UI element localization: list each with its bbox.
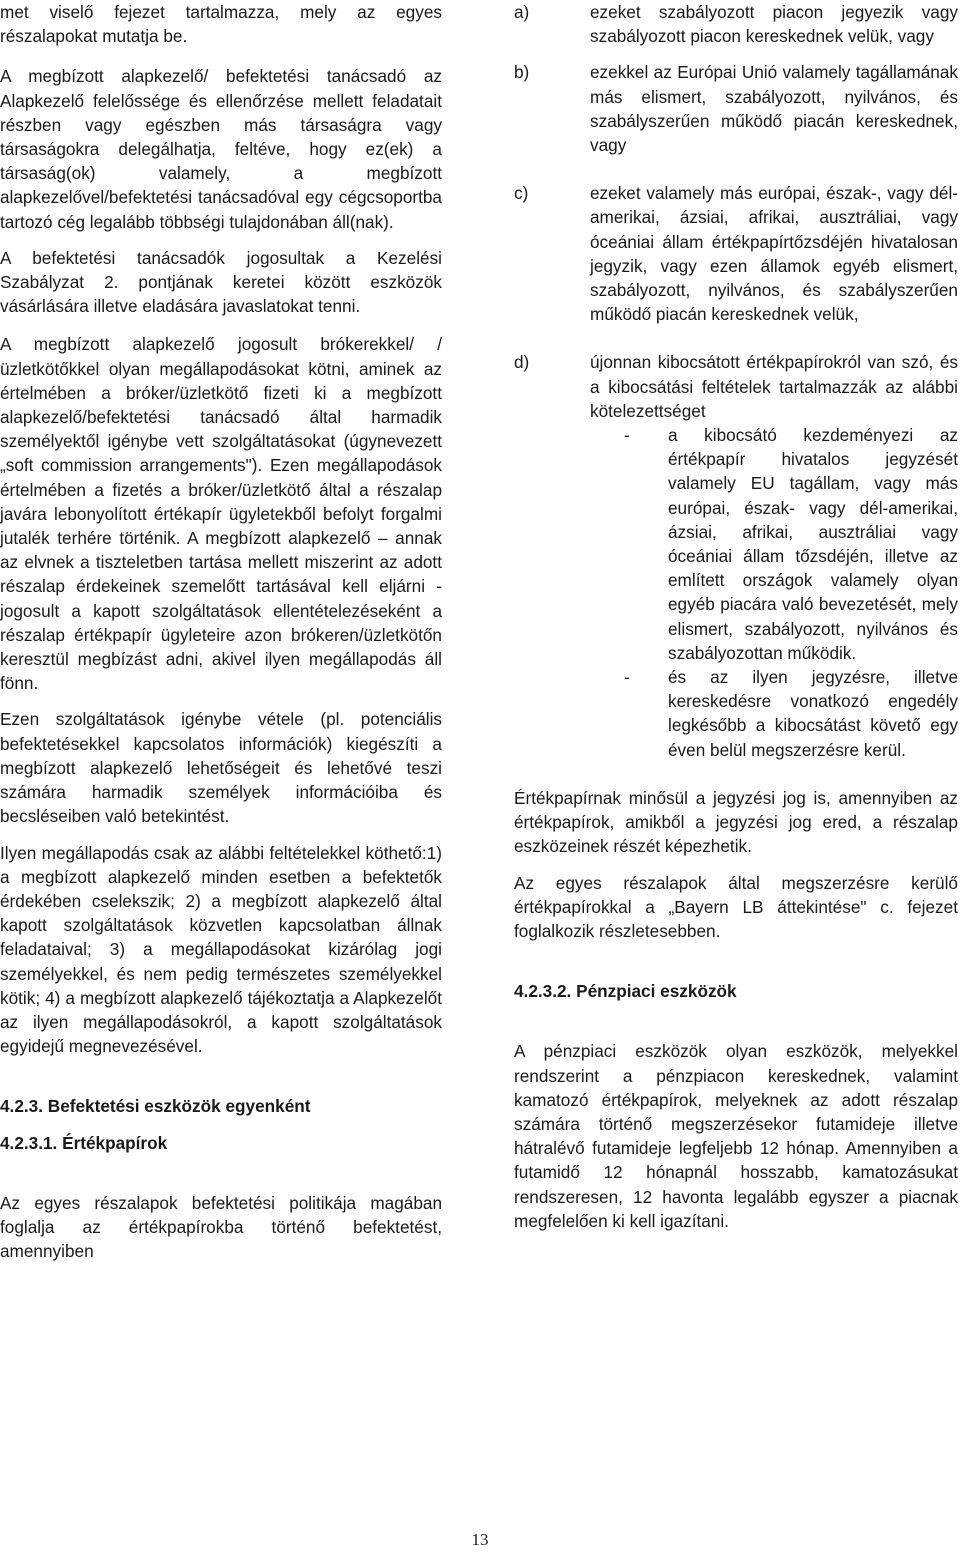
list-text: ezekkel az Európai Unió valamely tagállamának más elismert, szabályozott, nyilvános, és szabályszerűen működő piacán kereskednek, vagy xyxy=(590,62,958,156)
section-heading-money-market: 4.2.3.2. Pénzpiaci eszközök xyxy=(514,981,737,1002)
paragraph-subscription-rights: Értékpapírnak minősül a jegyzési jog is, amennyiben az értékpapírok, amikből a jegyzési jog ered, a részalap eszközeinek részét képezhetik. xyxy=(514,787,958,857)
paragraph-money-market: A pénzpiaci eszközök olyan eszközök, melyekkel rendszerint a pénzpiacon kereskednek, valamint kamatozó értékpapírok, melyeknek az adott részalap számára történő megszerzésekor futamideje illetve hátralévő futamideje legfeljebb 12 hónap. Amennyiben a futamidő 12 hónapnál hosszabb, kamatozásukat rendszeresen, 12 havonta legalább egyszer a piacnak megfelelően ki kell igazítani. xyxy=(514,1041,958,1231)
paragraph-conditions: Ilyen megállapodás csak az alábbi feltételekkel köthető:1) a megbízott alapkezelő minden esetben a befektetők érdekében cselekszik; 2) a megbízott alapkezelő által kapott szolgáltatások közvetlen kapcsolatban állnak feladataival; 3) a megállapodásokat kizárólag jogi személyekkel, és nem pedig természetes személyekkel kötik; 4) a megbízott alapkezelő tájékoztatja a Alapkezelőt az ilyen megállapodásokról, a kapott szolgáltatások egyidejű megnevezésével. xyxy=(0,842,442,1057)
paragraph-soft-commission: A megbízott alapkezelő jogosult brókerekkel/ /üzletkötőkkel olyan megállapodásokat kötni, aminek az értelmében a bróker/üzletkötő fizeti ki a megbízott alapkezelő/befektetési tanácsadó által harmadik személyektől igénybe vett szolgáltatásokat (úgynevezett „soft commission arrangements"). Ezen megállapodások értelmében a fizetés a bróker/üzletkötő által a részalap javára lebonyolított értékapír ügyletekből befolyt forgalmi jutalék terhére történik. A megbízott alapkezelő – annak az elvnek a tiszteletben tartása mellett miszerint az adott részalap érdekeinek szemelőtt tartásával kell eljárni - jogosult a kapott szolgáltatások ellentételezéseként a részalap értékpapír ügyleteire azon brókeren/üzletkötőn keresztül megbízást adni, akivel ilyen megállapodás áll fönn. xyxy=(0,334,442,694)
list-item-d xyxy=(514,350,958,423)
right-column xyxy=(514,0,958,1233)
list-text: ezeket szabályozott piacon jegyezik vagy szabályozott piacon kereskednek velük, vagy xyxy=(590,2,958,47)
sub-list-item-2 xyxy=(624,665,958,762)
list-marker: d) xyxy=(514,352,530,373)
paragraph-bayern-lb: Az egyes részalapok által megszerzésre kerülő értékpapírokkal a „Bayern LB áttekintése" c. fejezet foglalkozik részletesebben. xyxy=(514,872,958,941)
list-text: ezeket valamely más európai, észak-, vagy dél-amerikai, ázsiai, afrikai, ausztráliai, vagy óceániai állam értékpapírtőzsdéjén hivatalosan jegyzik, vagy ezen államok egyéb elismert, szabályozott, nyilvános, és szabályszerűen működő piacán kereskednek velük, xyxy=(590,183,958,325)
list-marker: c) xyxy=(514,183,529,204)
list-marker: b) xyxy=(514,62,530,83)
sub-list-item-1 xyxy=(624,423,958,665)
section-heading-securities: 4.2.3.1. Értékpapírok xyxy=(0,1132,168,1153)
sub-list-text: a kibocsátó kezdeményezi az értékpapír hivatalos jegyzését valamely EU tagállam, vagy más európai, észak- vagy dél-amerikai, ázsiai, afrikai, ausztráliai vagy óceániai állam tőzsdéjén, illetve az említett országok valamely olyan egyéb piacára való bevezetését, mely elismert, szabályozott, nyilvános és szabályozottan működik. xyxy=(668,425,958,663)
sub-list-text: és az ilyen jegyzésre, illetve kereskedésre vonatkozó engedély legkésőbb a kibocsátást követő egy éven belül megszerzésre kerül. xyxy=(668,667,958,760)
list-item-b xyxy=(514,60,958,157)
paragraph-services: Ezen szolgáltatások igénybe vétele (pl. potenciális befektetésekkel kapcsolatos információk) kiegészíti a megbízott alapkezelő lehetőségeit és lehetővé teszi számára harmadik személyek információiba és becsléseiben való betekintést. xyxy=(0,709,442,827)
list-marker: a) xyxy=(514,2,530,22)
list-item-c xyxy=(514,181,958,326)
section-heading-investment-tools: 4.2.3. Befektetési eszközök egyenként xyxy=(0,1096,311,1117)
sub-list-marker: - xyxy=(624,425,630,446)
paragraph-delegation: A megbízott alapkezelő/ befektetési tanácsadó az Alapkezelő felelőssége és ellenőrzése mellett feladatait részben vagy egészben más társaságra vagy társaságokra delegálhatja, feltéve, hogy ez(ek) a társaság(ok) valamely, a megbízott alapkezelővel/befektetési tanácsadóval egy cégcsoportba tartozó cég legalább többségi tulajdonában áll(nak). xyxy=(0,66,442,232)
page-number: 13 xyxy=(471,1530,489,1549)
list-text: újonnan kibocsátott értékpapírokról van szó, és a kibocsátási feltételek tartalmazzák az alábbi kötelezettséget xyxy=(590,352,958,421)
paragraph-continuation: met viselő fejezet tartalmazza, mely az egyes részalapokat mutatja be. xyxy=(0,2,442,47)
list-item-a xyxy=(514,0,958,48)
left-column xyxy=(0,0,442,1263)
paragraph-securities-intro: Az egyes részalapok befektetési politikája magában foglalja az értékpapírokba történő befektetést, amennyiben xyxy=(0,1192,442,1262)
paragraph-advisors: A befektetési tanácsadók jogosultak a Kezelési Szabályzat 2. pontjának keretei között eszközök vásárlására illetve eladására javaslatokat tenni. xyxy=(0,247,442,317)
sub-list-marker: - xyxy=(624,667,630,688)
